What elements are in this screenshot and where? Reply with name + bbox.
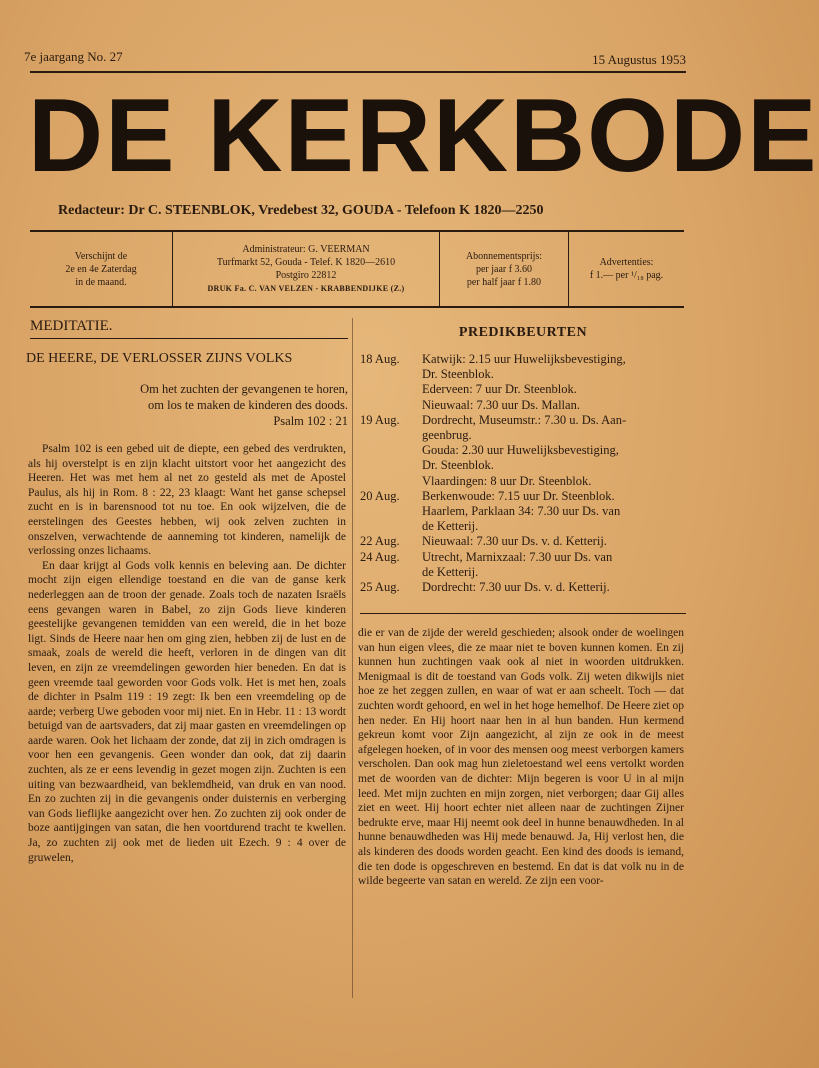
article-paragraph: die er van de zijde der wereld geschieden; alsook onder de woelingen van hun eigen vlees, die ze maar niet te boven kunnen komen. En zij kunnen hun zuchtingen vaak ook al niet in woorden uitdrukken. Menigmaal is dit de toestand van Gods volk. Zij weten dikwijls niet hoe ze het zeggen zullen, en waar of wat er aan scheelt. Toch — dat zuchten wordt gehoord, en wel in het hoge hemelhof. De Heere ziet op hen neder. En Hij hoort naar hen in al hun banden. Hun kermend gekreun komt voor Zijn aangezicht, al zijn ze ook in de meest afgelegen hoeken, of in voor des mensen oog meest verborgen kamers verscholen. Dan ook mag hun zieletoestand wel eens vertolkt worden met de woorden van de dichter: Mijn begeren is voor U in al mijn leed. Met mijn zuchten en mijn zorgen, niet verborgen; daar Gij alles ziet en weet. Hij hoort echter niet alleen naar de zuchtingen Zijner bedrukte erve, maar Hij neemt ook deel in hunne benauwdheden. In al hunne benauwdheden was Hij mede benauwd. Ja, Hij verlost hen, die als kinderen des doods worden geacht. Een kind des doods is iemand, die ten dode is opgeschreven en bestemd. En dat is dat volk nu in de wilde begeerte van satan en wereld. Ze zijn een voor- [358, 627, 684, 888]
advertising-cell: Advertenties: f 1.— per ¹/₁₈ pag. [589, 257, 664, 281]
column-divider [352, 318, 353, 998]
section-rule [30, 307, 684, 308]
service-entry: 18 Aug. Katwijk: 2.15 uur Huwelijksbevestiging, Dr. Steenblok. Ederveen: 7 uur Dr. Steenblok. Nieuwaal: 7.30 uur Ds. Mallan. [360, 352, 626, 412]
article-left-column [28, 442, 346, 865]
printer-line: DRUK Fa. C. VAN VELZEN - KRABBENDIJKE (Z.) [207, 284, 405, 293]
issue-number: 7e jaargang No. 27 [24, 49, 123, 64]
appearance-cell: Verschijnt de 2e en 4e Zaterdag in de maand. [30, 232, 173, 306]
service-entry: 19 Aug. Dordrecht, Museumstr.: 7.30 u. Ds. Aan- geenbrug. Gouda: 2.30 uur Huwelijksbevestiging, Dr. Steenblok. Vlaardingen: 8 uur Dr. Steenblok. [360, 412, 627, 488]
article-right-column [358, 626, 684, 889]
top-rule [30, 71, 686, 73]
article-paragraph: Psalm 102 is een gebed uit de diepte, een gebed des verdrukten, als hij overstelpt is en zijn klacht uitstort voor het aangezicht des Heeren. Het was met hem al net zo gesteld als met de Apostel Paulus, als hij in Rom. 8 : 22, 23 klaagt: Want het ganse schepsel zucht en is in barensnood tot nu toe. En ook wijzelven, die de eerstelingen des Geestes hebben, wij ook zelven zuchten in onszelven, verwachtende de aanneming tot kinderen, namelijk de verlossing onzes lichaams. [28, 443, 346, 558]
motto-quote: Om het zuchten der gevangenen te horen, om los te maken de kinderen des doods. Psalm 102 : 21 [140, 382, 348, 428]
info-box [30, 230, 684, 308]
service-list [360, 352, 686, 595]
service-entry: 20 Aug. Berkenwoude: 7.15 uur Dr. Steenblok. Haarlem, Parklaan 34: 7.30 uur Ds. van de Ketterij. [360, 488, 621, 534]
meditatie-rule [30, 338, 348, 339]
services-rule [360, 613, 686, 614]
article-heading: DE HEERE, DE VERLOSSER ZIJNS VOLKS [26, 351, 293, 366]
subscription-cell: Abonnementsprijs: per jaar f 3.60 per half jaar f 1.80 [440, 232, 569, 306]
service-entry: 22 Aug. Nieuwaal: 7.30 uur Ds. v. d. Ketterij. [360, 534, 607, 549]
service-entry: 25 Aug. Dordrecht: 7.30 uur Ds. v. d. Ketterij. [360, 580, 610, 595]
masthead-title: DE KERKBODE [28, 78, 819, 194]
service-entry: 24 Aug. Utrecht, Marnixzaal: 7.30 uur Ds. van de Ketterij. [360, 549, 613, 579]
issue-date: 15 Augustus 1953 [592, 52, 686, 67]
editor-line: Redacteur: Dr C. STEENBLOK, Vredebest 32, GOUDA - Telefoon K 1820—2250 [58, 203, 544, 218]
article-paragraph: En daar krijgt al Gods volk kennis en beleving aan. De dichter mocht zijn eigen ellendige toestand en die van de ganse kerk nederleggen aan de troon der genade. Zoals toch de nazaten Israëls eens gevangen waren in Babel, zo zijn Gods lieve kinderen geestelijke gevangenen temidden van een wereld, die in het boze ligt. Sinds de Heere naar hen om ging zien, hebben zij de lust en de smaak, zoals de wereld die heeft, verloren in de dingen van dit leven, en zijn ze vreemdelingen geworden hier beneden. En dat is geen vreemde taal geworden voor Gods volk. Het is met hen, zoals de dichter in Psalm 119 : 19 zegt: Ik ben een vreemdeling op de aarde; verberg Uwe geboden voor mij niet. En in Hebr. 11 : 13 wordt betuigd van de aartsvaders, dat zij maar gasten en vreemdelingen op aarde waren. Ook het lichaam der zonde, dat zij in zich omdragen is voor hen een gevangenis. Geen wonder dan ook, dat zij daarin zuchten, als ze er eens levendig in gezet mogen zijn. Zuchten is een uiting van bezwaardheid, van beklemdheid, van druk en van nood. En zo zuchten zij in die gevangenis onder duisternis en verberging van Gods lieflijke aangezicht over hen. Zo zuchten zij ook onder de boze aantijgingen van satan, die hen voortdurend tracht te kwellen. Ja, zo zuchten zij ook met de lieden uit Ezech. 9 : 4 over de gruwelen, [28, 559, 346, 864]
predikbeurten-title: PREDIKBEURTEN [458, 325, 588, 340]
section-label: MEDITATIE. [30, 318, 113, 334]
administration-cell: Administrateur: G. VEERMAN Turfmarkt 52, Gouda - Telef. K 1820—2610 Postgiro 22812 DRUK Fa. C. VAN VELZEN - KRABBENDIJKE (Z.) [173, 232, 440, 306]
